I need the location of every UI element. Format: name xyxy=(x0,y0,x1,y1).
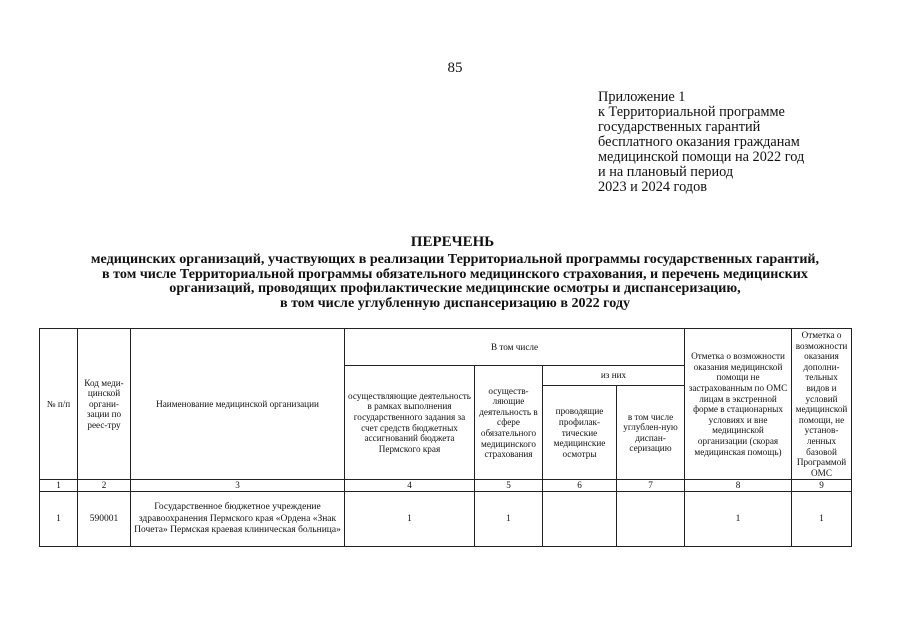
appendix-line: и на плановый период xyxy=(598,164,734,180)
column-number: 4 xyxy=(345,480,475,492)
column-number: 8 xyxy=(685,480,792,492)
cell-code: 590001 xyxy=(78,492,131,547)
header-emergency: Отметка о возможности оказания медицинской помощи не застрахованным по ОМС лицам в экстренной форме в стационарных условиях и вне медицинской организации (скорая медицинская помощь) xyxy=(685,329,792,480)
header-name: Наименование медицинской организации xyxy=(131,329,345,480)
column-number: 6 xyxy=(543,480,617,492)
appendix-line: Приложение 1 xyxy=(598,89,686,105)
subtitle-line: медицинских организаций, участвующих в реализации Территориальной программы государственных гарантий, xyxy=(90,251,820,267)
column-number-row xyxy=(40,480,852,492)
appendix-block xyxy=(598,90,858,195)
cell-prof xyxy=(543,492,617,547)
page-number: 85 xyxy=(447,60,463,76)
cell-deep xyxy=(617,492,685,547)
header-oms: осуществ-ляющие деятельность в сфере обязательного медицинского страхования xyxy=(475,366,543,480)
document-title: ПЕРЕЧЕНЬ xyxy=(410,234,495,250)
header-code: Код меди-цинской органи-зации по реес-тру xyxy=(78,329,131,480)
column-number: 2 xyxy=(78,480,131,492)
cell-org-name: Государственное бюджетное учреждение здравоохранения Пермского края «Ордена «Знак Почета» Пермская краевая клиническая больница» xyxy=(131,492,345,547)
header-budget: осуществляющие деятельность в рамках выполнения государственного задания за счет средств бюджетных ассигнований бюджета Пермского края xyxy=(345,366,475,480)
organizations-table xyxy=(39,328,852,547)
subtitle-line: организаций, проводящих профилактические медицинские осмотры и диспансеризацию, xyxy=(169,280,741,296)
cell-emergency: 1 xyxy=(685,492,792,547)
header-num: № п/п xyxy=(40,329,78,480)
subtitle-line: в том числе Территориальной программы обязательного медицинского страхования, и перечень медицинских xyxy=(102,265,808,282)
column-number: 1 xyxy=(40,480,78,492)
appendix-line: к Территориальной программе xyxy=(598,104,785,120)
appendix-line: медицинской помощи на 2022 год xyxy=(598,149,805,165)
header-prof: проводящие профилак-тические медицинские осмотры xyxy=(543,386,617,480)
appendix-line: государственных гарантий xyxy=(598,119,761,135)
header-of-them: из них xyxy=(543,366,685,386)
subtitle-line: в том числе углубленную диспансеризацию в 2022 году xyxy=(279,294,631,311)
column-number: 5 xyxy=(475,480,543,492)
cell-oms: 1 xyxy=(475,492,543,547)
header-including: В том числе xyxy=(345,329,685,366)
column-number: 7 xyxy=(617,480,685,492)
header-deep: в том числе углублен-ную диспан-серизацию xyxy=(617,386,685,480)
header-extra: Отметка о возможности оказания дополни-тельных видов и условий медицинской помощи, не установ-ленных базовой Программой ОМС xyxy=(792,329,852,480)
appendix-line: бесплатного оказания гражданам xyxy=(598,134,800,150)
appendix-line: 2023 и 2024 годов xyxy=(598,179,707,195)
cell-budget: 1 xyxy=(345,492,475,547)
cell-num: 1 xyxy=(40,492,78,547)
document-subtitle xyxy=(40,252,870,310)
cell-extra: 1 xyxy=(792,492,852,547)
column-number: 9 xyxy=(792,480,852,492)
table-row xyxy=(40,492,852,547)
column-number: 3 xyxy=(131,480,345,492)
